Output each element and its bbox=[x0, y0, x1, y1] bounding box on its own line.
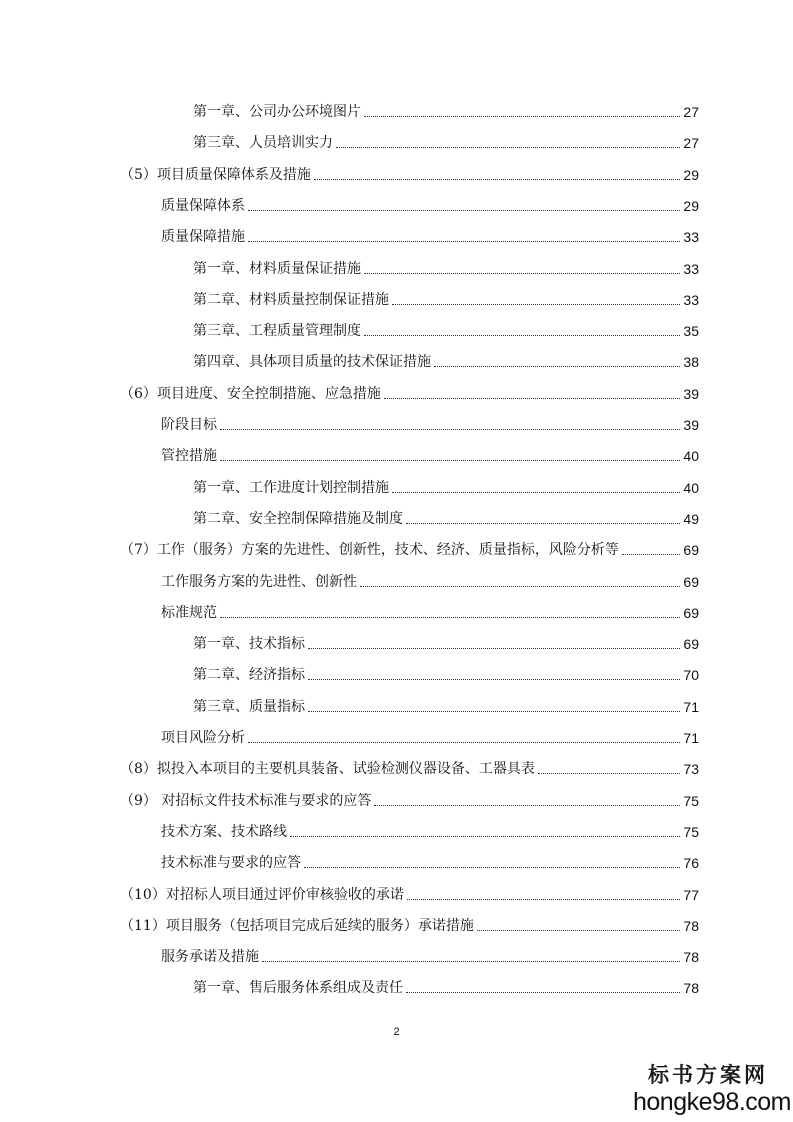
toc-dot-leader bbox=[622, 553, 680, 555]
toc-dot-leader bbox=[220, 428, 680, 430]
toc-entry[interactable] bbox=[161, 850, 699, 872]
toc-dot-leader bbox=[364, 272, 680, 274]
toc-dot-leader bbox=[360, 585, 680, 587]
toc-dot-leader bbox=[477, 929, 680, 931]
toc-entry-page: 77 bbox=[683, 886, 699, 903]
toc-entry-page: 39 bbox=[683, 385, 699, 402]
toc-entry[interactable] bbox=[120, 882, 699, 904]
toc-entry-page: 71 bbox=[683, 730, 699, 746]
toc-entry-page: 75 bbox=[683, 792, 699, 809]
toc-entry-title: （10）对招标人项目通过评价审核验收的承诺 bbox=[120, 886, 404, 903]
toc-dot-leader bbox=[220, 616, 680, 618]
toc-entry-title: 第二章、经济指标 bbox=[193, 667, 305, 684]
toc-entry-title: （6）项目进度、安全控制措施、应急措施 bbox=[120, 385, 381, 402]
toc-entry-title: 第一章、工作进度计划控制措施 bbox=[193, 479, 389, 496]
toc-dot-leader bbox=[308, 647, 680, 649]
toc-entry[interactable] bbox=[120, 162, 699, 184]
toc-entry[interactable] bbox=[161, 725, 699, 747]
toc-entry[interactable] bbox=[161, 819, 699, 841]
toc-entry-title: 第四章、具体项目质量的技术保证措施 bbox=[193, 354, 431, 371]
toc-dot-leader bbox=[392, 491, 680, 493]
toc-entry-page: 69 bbox=[683, 636, 699, 653]
toc-entry[interactable] bbox=[120, 537, 699, 559]
toc-entry-title: 第三章、工程质量管理制度 bbox=[193, 323, 361, 340]
toc-entry-title: 第一章、技术指标 bbox=[193, 636, 305, 653]
toc-entry[interactable] bbox=[193, 631, 699, 653]
toc-entry[interactable] bbox=[161, 224, 699, 246]
toc-entry-page: 69 bbox=[683, 573, 699, 590]
toc-entry-page: 33 bbox=[683, 291, 699, 308]
toc-entry-page: 49 bbox=[683, 510, 699, 527]
toc-dot-leader bbox=[392, 303, 680, 305]
toc-dot-leader bbox=[384, 397, 680, 399]
toc-entry-title: 质量保障体系 bbox=[161, 197, 245, 214]
toc-dot-leader bbox=[407, 898, 680, 900]
toc-dot-leader bbox=[314, 178, 680, 180]
toc-entry-title: 工作服务方案的先进性、创新性 bbox=[161, 573, 357, 590]
toc-entry-title: 标准规范 bbox=[161, 604, 217, 621]
toc-entry[interactable] bbox=[161, 600, 699, 622]
toc-entry-title: 第一章、材料质量保证措施 bbox=[193, 260, 361, 277]
toc-dot-leader bbox=[248, 240, 680, 242]
watermark-logo bbox=[633, 1062, 792, 1116]
toc-entry-title: 第二章、材料质量控制保证措施 bbox=[193, 291, 389, 308]
toc-entry-page: 78 bbox=[683, 949, 699, 966]
toc-dot-leader bbox=[406, 991, 680, 993]
toc-entry-title: 阶段目标 bbox=[161, 417, 217, 433]
toc-entry-title: 技术方案、技术路线 bbox=[161, 823, 287, 840]
page-number: 2 bbox=[393, 1026, 400, 1038]
toc-entry-title: （11）项目服务（包括项目完成后延续的服务）承诺措施 bbox=[120, 917, 474, 934]
toc-entry-page: 70 bbox=[683, 667, 699, 684]
toc-entry[interactable] bbox=[193, 318, 699, 340]
watermark-url: hongke98.com bbox=[633, 1088, 792, 1116]
toc-entry-page: 78 bbox=[683, 917, 699, 934]
toc-entry-page: 69 bbox=[683, 542, 699, 559]
toc-dot-leader bbox=[538, 772, 680, 774]
toc-entry-page: 71 bbox=[683, 698, 699, 715]
toc-entry-page: 69 bbox=[683, 604, 699, 621]
toc-entry-page: 38 bbox=[683, 354, 699, 371]
toc-entry-title: （9） 对招标文件技术标准与要求的应答 bbox=[120, 792, 372, 809]
toc-entry-title: 第一章、售后服务体系组成及责任 bbox=[193, 980, 403, 997]
toc-entry-page: 73 bbox=[683, 761, 699, 778]
toc-entry-page: 29 bbox=[683, 166, 699, 183]
toc-entry-page: 75 bbox=[683, 823, 699, 840]
toc-dot-leader bbox=[304, 866, 680, 868]
toc-entry[interactable] bbox=[161, 944, 699, 966]
toc-dot-leader bbox=[248, 209, 680, 211]
toc-entry[interactable] bbox=[120, 788, 699, 810]
toc-entry-title: 技术标准与要求的应答 bbox=[161, 855, 301, 872]
toc-entry-page: 76 bbox=[683, 855, 699, 872]
toc-entry[interactable] bbox=[120, 381, 699, 403]
toc-entry-title: 项目风险分析 bbox=[161, 730, 245, 746]
toc-dot-leader bbox=[434, 365, 680, 367]
toc-entry-page: 35 bbox=[683, 323, 699, 340]
toc-dot-leader bbox=[406, 522, 680, 524]
toc-entry[interactable] bbox=[193, 506, 699, 528]
toc-dot-leader bbox=[248, 741, 680, 743]
toc-entry-page: 27 bbox=[683, 135, 699, 152]
toc-dot-leader bbox=[364, 334, 680, 336]
toc-entry[interactable] bbox=[193, 694, 699, 716]
toc-entry[interactable] bbox=[193, 475, 699, 497]
toc-entry[interactable] bbox=[193, 662, 699, 684]
toc-dot-leader bbox=[290, 835, 680, 837]
toc-entry-title: 第三章、质量指标 bbox=[193, 698, 305, 715]
toc-entry-title: 第一章、公司办公环境图片 bbox=[193, 104, 361, 120]
toc-dot-leader bbox=[220, 459, 680, 461]
toc-entry[interactable] bbox=[193, 975, 699, 997]
toc-dot-leader bbox=[336, 146, 680, 148]
toc-entry[interactable] bbox=[161, 569, 699, 591]
toc-entry-title: 第二章、安全控制保障措施及制度 bbox=[193, 510, 403, 527]
toc-entry-page: 40 bbox=[683, 479, 699, 496]
toc-entry-title: （5）项目质量保障体系及措施 bbox=[120, 166, 311, 183]
toc-entry-title: 质量保障措施 bbox=[161, 229, 245, 246]
toc-entry[interactable] bbox=[193, 256, 699, 278]
toc-entry-title: 管控措施 bbox=[161, 448, 217, 465]
toc-entry[interactable] bbox=[193, 287, 699, 309]
toc-entry[interactable] bbox=[193, 130, 699, 152]
toc-dot-leader bbox=[262, 960, 680, 962]
toc-entry[interactable] bbox=[161, 412, 699, 434]
toc-entry-page: 39 bbox=[683, 417, 699, 433]
watermark-title: 标书方案网 bbox=[648, 1062, 768, 1087]
toc-entry-page: 29 bbox=[683, 197, 699, 214]
toc-dot-leader bbox=[308, 710, 680, 712]
toc-entry-title: （8）拟投入本项目的主要机具装备、试验检测仪器设备、工器具表 bbox=[120, 761, 535, 778]
toc-entry-title: 服务承诺及措施 bbox=[161, 949, 259, 966]
toc-dot-leader bbox=[364, 115, 680, 117]
toc-entry-page: 40 bbox=[683, 448, 699, 465]
toc-entry-page: 33 bbox=[683, 229, 699, 246]
toc-entry[interactable] bbox=[120, 913, 699, 935]
toc-entry[interactable] bbox=[161, 193, 699, 215]
toc-dot-leader bbox=[308, 678, 680, 680]
toc-entry[interactable] bbox=[193, 349, 699, 371]
toc-entry[interactable] bbox=[161, 443, 699, 465]
toc-entry-page: 27 bbox=[683, 104, 699, 120]
toc-entry-page: 78 bbox=[683, 980, 699, 997]
toc-dot-leader bbox=[374, 804, 680, 806]
toc-entry-title: （7）工作（服务）方案的先进性、创新性，技术、经济、质量指标，风险分析等 bbox=[120, 542, 619, 559]
toc-entry[interactable] bbox=[193, 99, 699, 121]
toc-entry-title: 第三章、人员培训实力 bbox=[193, 135, 333, 152]
toc-entry[interactable] bbox=[120, 756, 699, 778]
toc-entry-page: 33 bbox=[683, 260, 699, 277]
